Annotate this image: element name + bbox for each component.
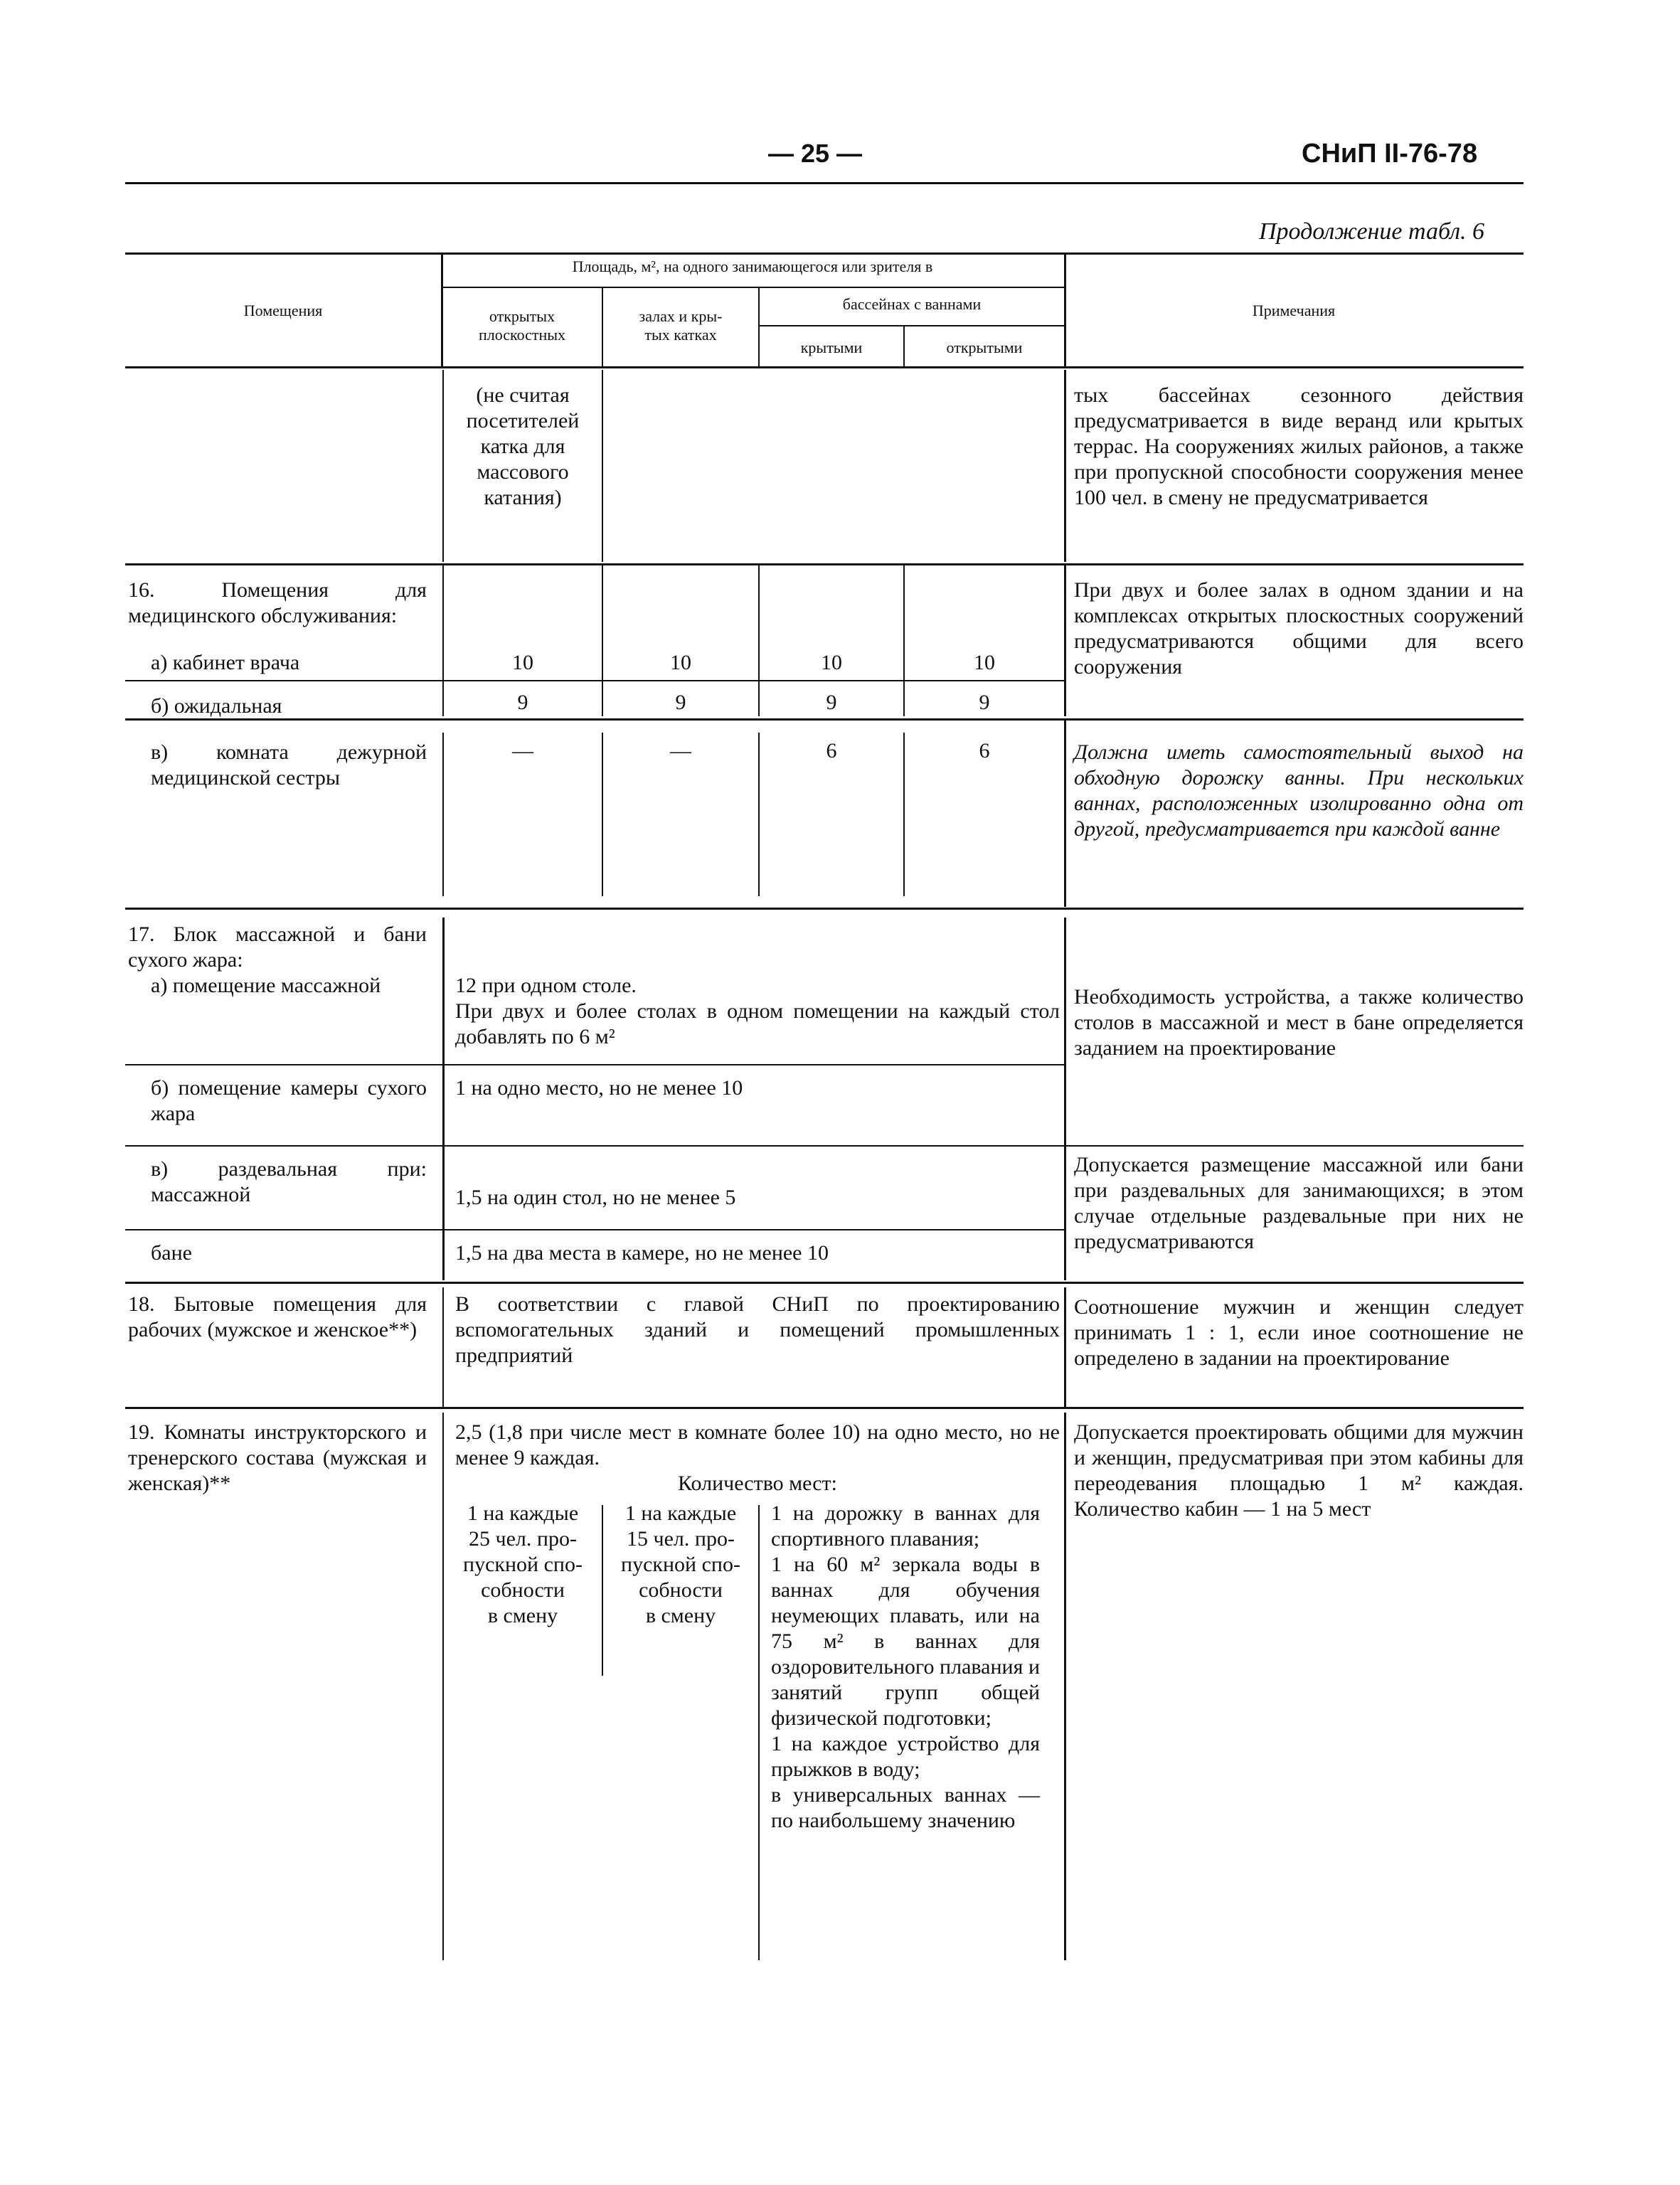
- row0-note: тых бассейнах сезонного действия предусматривается в виде веранд или крытых террас. На сооружениях жилых районов, а также при пропускной способности сооружения менее 100 чел. в смену не предусматривается: [1074, 383, 1524, 509]
- header-area-group: Площадь, м², на одного занимающегося или зрителя в: [572, 257, 933, 275]
- row18-note: Соотношение мужчин и женщин следует принимать 1 : 1, если иное соотношение не определено в задании на проектирование: [1074, 1295, 1524, 1370]
- row16-a-label: а) кабинет врача: [151, 651, 300, 674]
- row17-v-rule: [125, 1229, 1064, 1230]
- row16-a-value-2: 10: [670, 651, 691, 674]
- row16-a-rule: [125, 680, 1064, 681]
- row16-v-label: в) комната дежурной медицинской сестры: [151, 740, 427, 790]
- row19-col2: 1 на каждые 15 чел. про- пускной спо- собности в смену: [621, 1501, 740, 1627]
- header-group-rule: [441, 287, 1064, 288]
- row0-bottom-rule: [125, 563, 1524, 565]
- row19-note: Допускается проектировать общими для мужчин и женщин, предусматривая при этом кабины для переодевания площадью 1 м² каждая. Количество кабин — 1 на 5 мест: [1074, 1420, 1524, 1521]
- row16-vline-notes: [1064, 563, 1066, 716]
- table-top-rule: [125, 252, 1524, 255]
- row16-v-value-4: 6: [979, 739, 990, 762]
- row17-v-note: Допускается размещение массажной или бани при раздевальных для занимающихся; в этом случае отдельные раздевальные при них не предусматриваются: [1074, 1153, 1524, 1253]
- row18-vline-notes: [1064, 1287, 1066, 1407]
- row17-v-value: 1,5 на один стол, но не менее 5: [455, 1186, 736, 1209]
- row16-a-value-1: 10: [512, 651, 533, 674]
- header-open: открытыми: [946, 339, 1023, 356]
- document-code: СНиП II-76-78: [1302, 139, 1478, 169]
- row17-b-value: 1 на одно место, но не менее 10: [455, 1076, 743, 1100]
- header-notes: Примечания: [1252, 302, 1336, 319]
- row18-value: В соответствии с главой СНиП по проектированию вспомогательных зданий и помещений промышленных предприятий: [455, 1292, 1060, 1367]
- header-halls-rinks: залах и кры- тых катках: [639, 307, 723, 344]
- row19-vline-1: [442, 1413, 444, 1960]
- header-rooms: Помещения: [243, 302, 323, 319]
- row16-b-value-2: 9: [675, 691, 686, 714]
- row17-bath-label: бане: [151, 1241, 192, 1265]
- row17-ab-note: Необходимость устройства, а также количество столов в массажной и мест в бане определяется заданием на проектирование: [1074, 985, 1524, 1060]
- row16-v-value-1: —: [512, 739, 533, 762]
- row19-value: 2,5 (1,8 при числе мест в комнате более 10) на одно место, но не менее 9 каждая.: [455, 1420, 1060, 1469]
- row17-v-label: в) раздевальная при: массажной: [151, 1157, 427, 1206]
- row19-vline-3: [758, 1505, 760, 1960]
- row17-a-value: 12 при одном столе. При двух и более столах в одном помещении на каждый стол добавлять по 6 м²: [455, 974, 1060, 1048]
- header-pools-group: бассейнах с ваннами: [842, 295, 982, 313]
- row16-b-label: б) ожидальная: [151, 694, 282, 718]
- row16v-vline-notes: [1064, 718, 1066, 907]
- header-rule: [125, 182, 1524, 184]
- row16-v-value-2: —: [670, 739, 691, 762]
- row17-bath-value: 1,5 на два места в камере, но не менее 10: [455, 1241, 829, 1265]
- row16-a-value-3: 10: [821, 651, 842, 674]
- row17-vline-notes: [1064, 918, 1066, 1280]
- row17-a-label: а) помещение массажной: [151, 974, 381, 997]
- row0-open-flat-value: (не считая посетителей катка для массового катания): [466, 383, 580, 509]
- row19-col1: 1 на каждые 25 чел. про- пускной спо- собности в смену: [463, 1501, 583, 1627]
- row16-bottom-rule: [125, 908, 1524, 910]
- header-pools-rule: [758, 325, 1064, 326]
- row17-a-rule: [125, 1064, 1064, 1065]
- row16-a-value-4: 10: [974, 651, 995, 674]
- page-number: — 25 —: [768, 139, 863, 168]
- row17-b-label: б) помещение камеры сухого жара: [151, 1076, 427, 1125]
- row16-ab-bottom-rule: [125, 718, 1524, 721]
- row18-vline-1: [442, 1287, 444, 1407]
- header-covered: крытыми: [800, 339, 863, 356]
- row17-vline-1: [442, 918, 445, 1280]
- table-continuation-label: Продолжение табл. 6: [1259, 218, 1485, 245]
- row19-title: 19. Комнаты инструкторского и тренерского состава (мужская и женская)**: [128, 1420, 427, 1495]
- row16-b-value-4: 9: [979, 691, 990, 714]
- row16-b-value-1: 9: [517, 691, 528, 714]
- table-header-bottom-rule: [125, 366, 1524, 368]
- row17-b-rule: [125, 1145, 1524, 1147]
- row0-vline-notes: [1064, 370, 1066, 562]
- row17-title: 17. Блок массажной и бани сухого жара:: [128, 923, 427, 972]
- row18-bottom-rule: [125, 1407, 1524, 1409]
- row19-vline-notes: [1064, 1413, 1066, 1960]
- row17-bottom-rule: [125, 1282, 1524, 1284]
- row0-vline-2: [602, 370, 603, 562]
- row19-places-label: Количество мест:: [678, 1472, 837, 1495]
- header-open-flat: открытых плоскостных: [478, 307, 566, 344]
- row16-note: При двух и более залах в одном здании и на комплексах открытых плоскостных сооружений предусматриваются общими для всего сооружения: [1074, 578, 1524, 679]
- row16-v-note: Должна иметь самостоятельный выход на обходную дорожку ванны. При нескольких ваннах, расположенных изолированно одна от другой, предусматривается при каждой ванне: [1074, 740, 1524, 841]
- row16-v-value-3: 6: [826, 739, 837, 762]
- row16-title: 16. Помещения для медицинского обслуживания:: [128, 578, 427, 627]
- row16-b-value-3: 9: [826, 691, 837, 714]
- row18-title: 18. Бытовые помещения для рабочих (мужское и женское**): [128, 1292, 427, 1341]
- row19-col3: 1 на дорожку в ваннах для спортивного плавания; 1 на 60 м² зеркала воды в ваннах для обучения неумеющих плавать, или на 75 м² в ваннах для оздоровительного плавания и занятий групп общей физической подготовки; 1 на каждое устройство для прыжков в воду; в универсальных ваннах — по наибольшему значению: [771, 1501, 1040, 1832]
